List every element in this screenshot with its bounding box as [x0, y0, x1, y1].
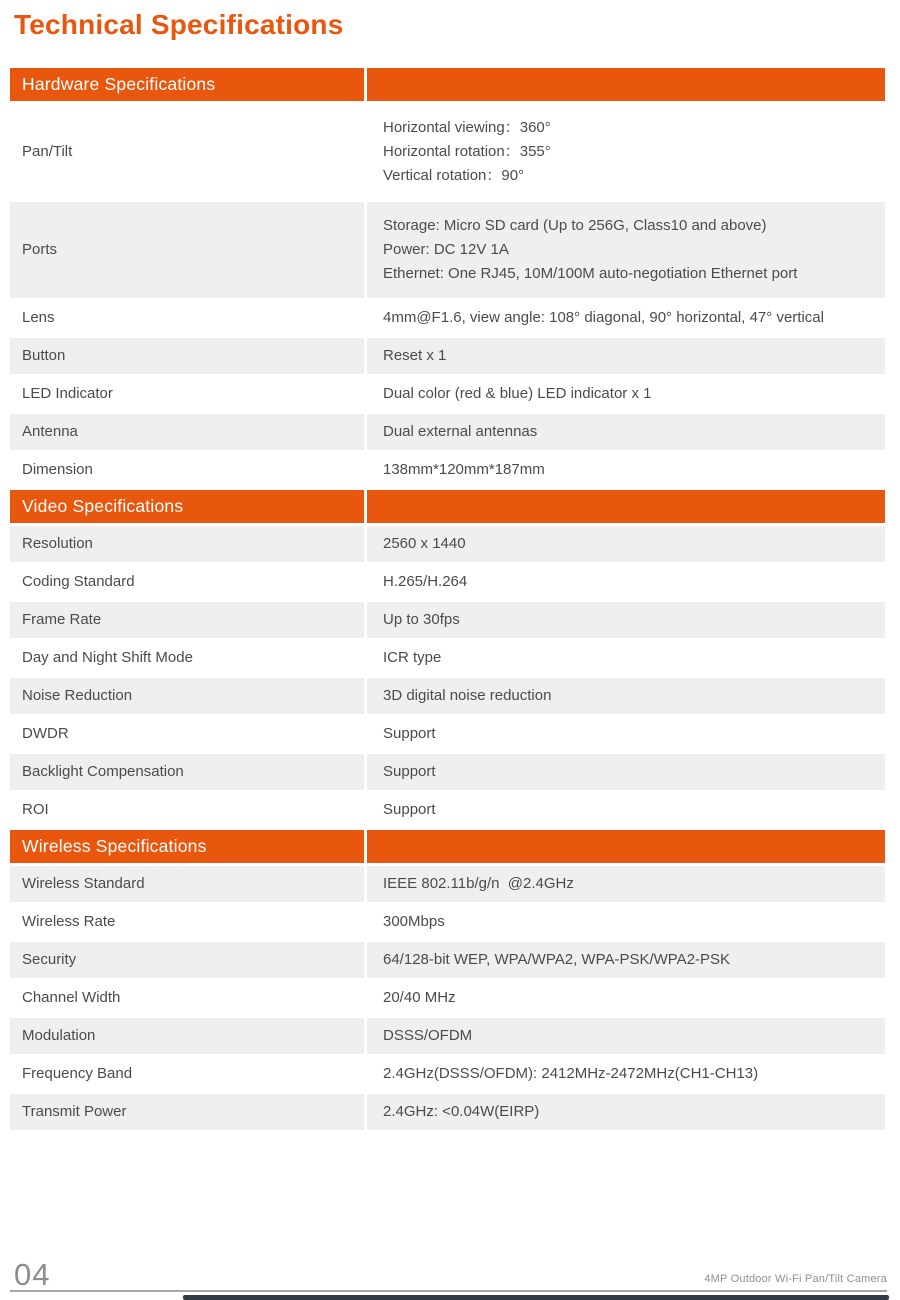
product-name: 4MP Outdoor Wi-Fi Pan/Tilt Camera — [704, 1273, 887, 1285]
spec-value-line: Support — [383, 763, 436, 780]
spec-value-line: Reset x 1 — [383, 347, 447, 364]
spec-label: ROI — [10, 792, 364, 828]
spec-row — [10, 202, 885, 298]
spec-value-line: Up to 30fps — [383, 611, 460, 628]
spec-value-line: Power: DC 12V 1A — [383, 241, 509, 258]
spec-value — [367, 678, 885, 714]
spec-value-line: Ethernet: One RJ45, 10M/100M auto-negotiation Ethernet port — [383, 265, 798, 282]
section-title: Video Specifications — [10, 490, 364, 523]
spec-value-line: Support — [383, 725, 436, 742]
spec-value-line: 2.4GHz: <0.04W(EIRP) — [383, 1103, 540, 1120]
spec-tables — [10, 68, 885, 1130]
spec-section — [10, 68, 885, 488]
spec-label: Security — [10, 942, 364, 978]
spec-value — [367, 754, 885, 790]
page-title: Technical Specifications — [14, 9, 344, 40]
spec-label: Backlight Compensation — [10, 754, 364, 790]
spec-section — [10, 830, 885, 1130]
spec-label: Button — [10, 338, 364, 374]
spec-label: Dimension — [10, 452, 364, 488]
section-header-right — [367, 68, 885, 101]
spec-label: Modulation — [10, 1018, 364, 1054]
spec-row — [10, 564, 885, 600]
spec-label: Wireless Standard — [10, 866, 364, 902]
spec-value-line: Support — [383, 801, 436, 818]
spec-row — [10, 716, 885, 752]
section-title: Wireless Specifications — [10, 830, 364, 863]
bottom-edge-bar — [183, 1295, 889, 1300]
section-header-right — [367, 830, 885, 863]
spec-value — [367, 414, 885, 450]
spec-value — [367, 716, 885, 752]
spec-value — [367, 866, 885, 902]
spec-value-line: IEEE 802.11b/g/n @2.4GHz — [383, 875, 574, 892]
spec-value-line: Horizontal viewing：360° — [383, 119, 551, 136]
section-header — [10, 490, 885, 523]
spec-value — [367, 202, 885, 298]
spec-row — [10, 104, 885, 200]
spec-value — [367, 452, 885, 488]
spec-label: Lens — [10, 300, 364, 336]
spec-row — [10, 1056, 885, 1092]
spec-row — [10, 640, 885, 676]
spec-value-line: Dual color (red & blue) LED indicator x 1 — [383, 385, 652, 402]
spec-value-line: 4mm@F1.6, view angle: 108° diagonal, 90° horizontal, 47° vertical — [383, 309, 824, 326]
spec-label: Wireless Rate — [10, 904, 364, 940]
spec-row — [10, 602, 885, 638]
spec-row — [10, 678, 885, 714]
spec-row — [10, 452, 885, 488]
spec-value-line: Storage: Micro SD card (Up to 256G, Class10 and above) — [383, 217, 767, 234]
spec-value-line: 2.4GHz(DSSS/OFDM): 2412MHz-2472MHz(CH1-CH13) — [383, 1065, 759, 1082]
spec-row — [10, 754, 885, 790]
spec-value-line: 3D digital noise reduction — [383, 687, 552, 704]
spec-value — [367, 338, 885, 374]
spec-value — [367, 942, 885, 978]
spec-value — [367, 602, 885, 638]
spec-label: Pan/Tilt — [10, 104, 364, 200]
spec-value-line: 20/40 MHz — [383, 989, 456, 1006]
spec-row — [10, 904, 885, 940]
spec-label: Noise Reduction — [10, 678, 364, 714]
section-header — [10, 830, 885, 863]
spec-row — [10, 1094, 885, 1130]
spec-value — [367, 1094, 885, 1130]
spec-row — [10, 866, 885, 902]
spec-label: Transmit Power — [10, 1094, 364, 1130]
spec-value — [367, 376, 885, 412]
spec-label: LED Indicator — [10, 376, 364, 412]
spec-label: Frame Rate — [10, 602, 364, 638]
spec-value — [367, 1018, 885, 1054]
spec-label: Ports — [10, 202, 364, 298]
spec-value-line: 64/128-bit WEP, WPA/WPA2, WPA-PSK/WPA2-PSK — [383, 951, 731, 968]
spec-row — [10, 1018, 885, 1054]
page-number: 04 — [14, 1257, 51, 1292]
spec-row — [10, 300, 885, 336]
spec-row — [10, 414, 885, 450]
spec-value — [367, 640, 885, 676]
spec-row — [10, 376, 885, 412]
spec-label: Antenna — [10, 414, 364, 450]
spec-row — [10, 338, 885, 374]
spec-value-line: H.265/H.264 — [383, 573, 468, 590]
spec-value-line: Horizontal rotation：355° — [383, 143, 551, 160]
spec-value — [367, 980, 885, 1016]
spec-label: Day and Night Shift Mode — [10, 640, 364, 676]
spec-label: Frequency Band — [10, 1056, 364, 1092]
spec-value-line: 138mm*120mm*187mm — [383, 461, 545, 478]
spec-value — [367, 904, 885, 940]
spec-value-line: 300Mbps — [383, 913, 445, 930]
spec-label: Resolution — [10, 526, 364, 562]
spec-value-line: ICR type — [383, 649, 442, 666]
page-footer — [10, 1259, 887, 1292]
spec-value-line: 2560 x 1440 — [383, 535, 466, 552]
spec-value — [367, 792, 885, 828]
section-title: Hardware Specifications — [10, 68, 364, 101]
spec-value — [367, 526, 885, 562]
spec-label: Coding Standard — [10, 564, 364, 600]
spec-value-line: Vertical rotation：90° — [383, 167, 525, 184]
spec-label: Channel Width — [10, 980, 364, 1016]
spec-label: DWDR — [10, 716, 364, 752]
section-header — [10, 68, 885, 101]
section-header-right — [367, 490, 885, 523]
spec-value — [367, 104, 885, 200]
spec-value — [367, 564, 885, 600]
spec-value — [367, 1056, 885, 1092]
spec-value — [367, 300, 885, 336]
spec-row — [10, 942, 885, 978]
spec-row — [10, 526, 885, 562]
spec-value-line: DSSS/OFDM — [383, 1027, 473, 1044]
spec-value-line: Dual external antennas — [383, 423, 538, 440]
spec-row — [10, 792, 885, 828]
spec-row — [10, 980, 885, 1016]
spec-section — [10, 490, 885, 828]
